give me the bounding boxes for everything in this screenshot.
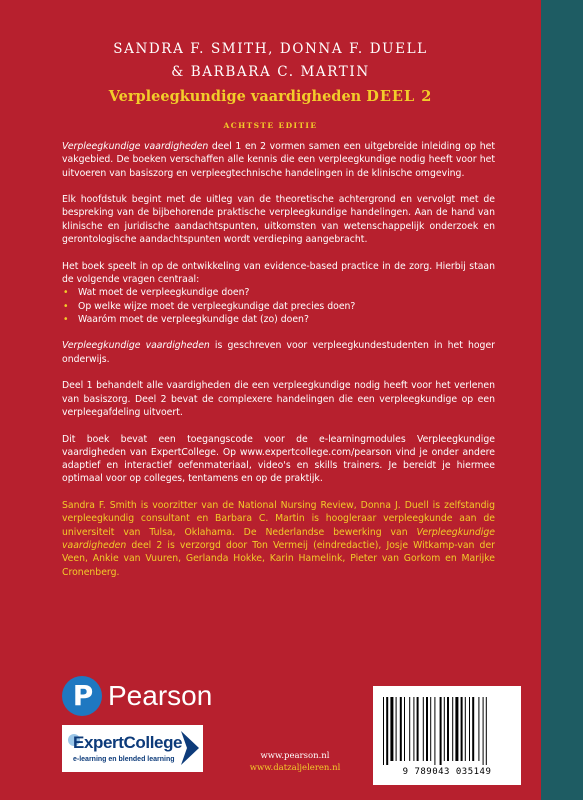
barcode-bar bbox=[434, 697, 435, 765]
bio-text: deel 2 is verzorgd door Ton Vermeij (eindredactie), Josje Witkamp-van der Veen, Ankie van Vuuren, Gerlanda Hokke, Karin Hamelink, Pieter van Gorkom en Marijke Cronenberg. bbox=[62, 539, 495, 578]
bio-text: Sandra F. Smith is voorzitter van de National Nursing Review, Donna J. Duell is zelfstandig verpleegkundig consultant en Barbara C. Martin is hoogleraar verpleegkunde aan de universiteit van Tulsa, Oklahama. De Nederlandse bewerking van bbox=[62, 500, 495, 538]
blurb-paragraph-4 bbox=[62, 339, 495, 366]
list-item: • Op welke wijze moet de verpleegkundige dat precies doen? bbox=[62, 300, 495, 313]
list-item: • Wat moet de verpleegkundige doen? bbox=[62, 286, 495, 299]
blurb-paragraph-6: Dit boek bevat een toegangscode voor de e-learningmodules Verpleegkundige vaardigheden van ExpertCollege. Op www.expertcollege.com/pearson vind je onder andere adaptief en interactief oefenmateriaal, video's en skills trainers. Je bereidt je hiermee optimaal voor op colleges, tentamens en op de praktijk. bbox=[62, 433, 495, 485]
book-title-part: DEEL 2 bbox=[366, 88, 433, 105]
book-title-main: Verpleegkundige vaardigheden bbox=[108, 88, 362, 105]
barcode-icon bbox=[373, 686, 521, 785]
barcode-bar bbox=[390, 697, 393, 761]
barcode-bar bbox=[386, 697, 388, 765]
blurb-paragraph-5: Deel 1 behandelt alle vaardigheden die een verpleegkundige nodig heeft voor het verlenen van basiszorg. Deel 2 bevat de complexere handelingen die een verpleegkundige op een verpleegafdeling uitvoert. bbox=[62, 380, 495, 418]
book-title-inline: Verpleegkundige vaardigheden bbox=[62, 340, 210, 352]
blurb-text: deel 1 en 2 vormen samen een uitgebreide inleiding op het vakgebied. De boeken verschaffen alle kennis die een verpleegkundige nodig heeft voor het uitvoeren van basiszorg en verpleegtechnische handelingen in de klinische omgeving. bbox=[62, 141, 496, 179]
barcode-bar bbox=[461, 697, 463, 761]
book-title-inline: Verpleegkundige vaardigheden bbox=[62, 141, 209, 152]
barcode-bar bbox=[396, 697, 397, 761]
pearson-wordmark: Pearson bbox=[108, 680, 213, 711]
barcode-bar bbox=[409, 697, 410, 761]
expertcollege-logo-icon bbox=[62, 725, 203, 772]
expertcollege-tagline: e-learning en blended learning bbox=[73, 756, 175, 763]
barcode-bars bbox=[381, 697, 513, 765]
author-bio bbox=[62, 499, 495, 579]
barcode-bar bbox=[417, 697, 419, 761]
barcode-bar bbox=[469, 697, 470, 761]
blurb bbox=[62, 140, 495, 592]
barcode-bar bbox=[486, 697, 487, 765]
isbn-number: 9 789043 035149 bbox=[402, 767, 492, 777]
edition-label: ACHTSTE EDITIE bbox=[223, 121, 318, 130]
barcode-bar bbox=[383, 697, 384, 765]
pearson-letter: P bbox=[72, 679, 94, 712]
blurb-paragraph-2: Elk hoofdstuk begint met de uitleg van de theoretische achtergrond en vervolgt met de bespreking van de bijbehorende praktische verpleegkundige handelingen. Aan de hand van klinische en juridische aandachtspunten, uitkomsten van wetenschappelijk onderzoek en gerontologische aandachtspunten wordt verdieping aangebracht. bbox=[62, 194, 495, 246]
pearson-url[interactable]: www.pearson.nl bbox=[260, 751, 330, 761]
barcode-bar bbox=[404, 697, 405, 761]
barcode-bar bbox=[452, 697, 453, 761]
book-title-inline: Verpleegkundige vaardigheden bbox=[62, 526, 495, 551]
datzaljeleren-url[interactable]: www.datzaljeleren.nl bbox=[249, 763, 341, 773]
blurb-paragraph-3: Het boek speelt in op de ontwikkeling van evidence-based practice in de zorg. Hierbij staan de volgende vragen centraal: bbox=[62, 260, 495, 285]
barcode-bar bbox=[447, 697, 449, 761]
barcode-bar bbox=[423, 697, 424, 761]
barcode-bar bbox=[465, 697, 466, 761]
expertcollege-wordmark: ExpertCollege bbox=[73, 733, 183, 752]
authors-line-1: SANDRA F. SMITH, DONNA F. DUELL bbox=[113, 41, 428, 57]
barcode-bar bbox=[430, 697, 431, 761]
list-item: • Waaróm moet de verpleegkundige dat (zo) doen? bbox=[62, 313, 495, 326]
book-title bbox=[0, 88, 541, 105]
barcode-bar bbox=[440, 697, 442, 765]
expertcollege-swoosh-icon bbox=[179, 729, 201, 767]
blurb-text: is geschreven voor verpleegkundestudenten in het hoger onderwijs. bbox=[62, 340, 496, 365]
barcode-bar bbox=[400, 697, 402, 761]
pearson-logo-icon bbox=[62, 676, 212, 718]
barcode-bar bbox=[483, 697, 484, 765]
barcode-bar bbox=[444, 697, 445, 761]
blurb-paragraph-1 bbox=[62, 140, 495, 180]
barcode-bar bbox=[478, 697, 479, 761]
spine bbox=[541, 0, 583, 800]
barcode-bar bbox=[413, 697, 414, 761]
website-links bbox=[231, 750, 359, 774]
barcode-bar bbox=[455, 697, 458, 761]
question-list bbox=[62, 286, 495, 326]
authors-line-2: & BARBARA C. MARTIN bbox=[171, 64, 370, 80]
barcode-bar bbox=[426, 697, 428, 761]
barcode-bar bbox=[472, 697, 474, 761]
